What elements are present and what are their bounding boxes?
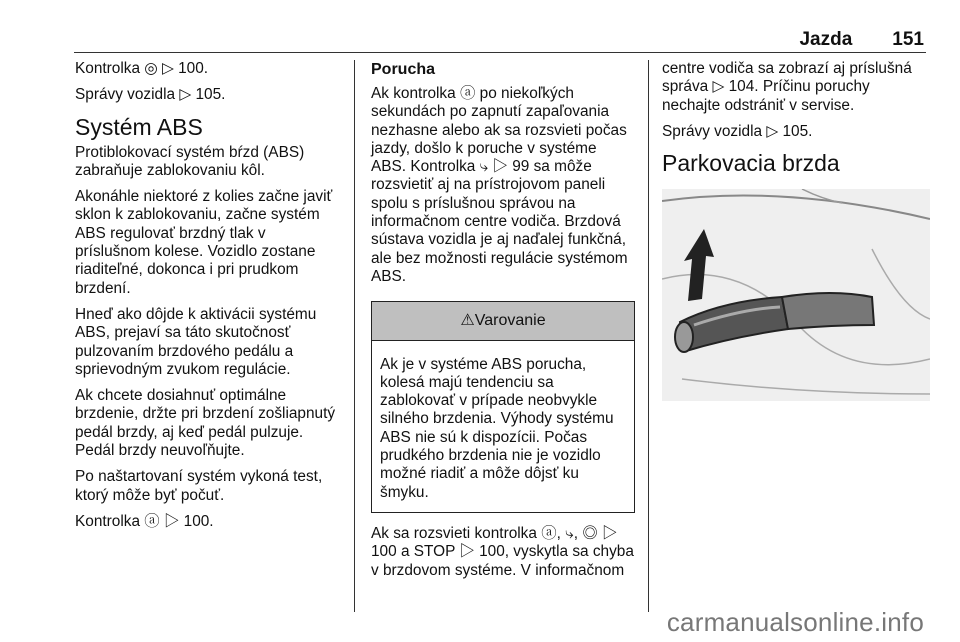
- abs-paragraph-regulation: Akonáhle niektoré z kolies začne javiť sklon k zablokovaniu, začne systém ABS regulovať brzdný tlak v príslušnom kolese. Vozidlo zostane riaditeľné, dokonca i pri prudkom brzdení.: [75, 188, 333, 297]
- warning-light-ref: Kontrolka ◎ ▷ 100.: [75, 60, 209, 77]
- handbrake-image: [662, 189, 930, 401]
- brake-fault-paragraph: Ak sa rozsvieti kontrolka ⓐ, ⤷, ◎ ▷ 100 a STOP ▷ 100, vyskytla sa chyba v brzdovom systéme. V informačnom: [371, 524, 634, 579]
- abs-heading: Systém ABS: [75, 113, 203, 140]
- abs-light-ref: Kontrolka ⓐ ▷ 100.: [75, 512, 214, 530]
- parking-brake-heading: Parkovacia brzda: [662, 150, 840, 177]
- column-left: [75, 60, 343, 539]
- fault-paragraph: Ak kontrolka ⓐ po niekoľkých sekundách po zapnutí zapaľovania nezhasne alebo ak sa rozsvieti počas jazdy, došlo k poruche v systéme ABS. Kontrolka ⤷ ▷ 99 sa môže rozsvietiť aj na prístrojovom paneli spolu s príslušnou správou na informačnom centre vodiča. Brzdová sústava vozidla je aj naďalej funkčná, ale bez možnosti regulácie systémom ABS.: [371, 85, 628, 285]
- header-divider: [74, 52, 926, 53]
- column-right: [662, 60, 930, 401]
- fault-heading: Porucha: [371, 61, 436, 78]
- abs-intro: Protiblokovací systém bŕzd (ABS) zabraňuje zablokovaniu kôl.: [75, 143, 305, 179]
- section-title: Jazda: [799, 29, 853, 50]
- abs-paragraph-test: Po naštartovaní systém vykoná test, ktorý môže byť počuť.: [75, 468, 323, 504]
- watermark: carmanualsonline.info: [666, 607, 924, 637]
- page-header: [799, 29, 924, 51]
- abs-paragraph-activation: Hneď ako dôjde k aktivácii systému ABS, prejaví sa táto skutočnosť pulzovaním brzdového pedálu a sprievodným zvukom regulácie.: [75, 305, 317, 378]
- vehicle-messages-ref: Správy vozidla ▷ 105.: [75, 86, 226, 104]
- warning-title: ⚠Varovanie: [372, 302, 634, 340]
- warning-box: [371, 301, 635, 513]
- column-divider-2: [648, 60, 649, 612]
- vehicle-messages-ref-2: Správy vozidla ▷ 105.: [662, 122, 813, 140]
- column-middle: [371, 60, 635, 588]
- abs-paragraph-optimal-braking: Ak chcete dosiahnuť optimálne brzdenie, držte pri brzdení zošliapnutý pedál brzdy, aj keď pedál pulzuje. Pedál brzdy neuvoľňujte.: [75, 387, 336, 460]
- page-number: 151: [892, 29, 924, 50]
- parking-brake-illustration: [662, 189, 930, 401]
- continued-paragraph: centre vodiča sa zobrazí aj príslušná správa ▷ 104. Príčinu poruchy nechajte odstrániť v servise.: [662, 60, 912, 114]
- warning-text: Ak je v systéme ABS porucha, kolesá majú tendenciu sa zablokovať v prípade neobvykle silného brzdenia. Výhody systému ABS nie sú k dispozícii. Počas prudkého brzdenia nie je vozidlo možné riadiť a môže dôjsť ku šmyku.: [380, 355, 614, 501]
- column-divider-1: [354, 60, 355, 612]
